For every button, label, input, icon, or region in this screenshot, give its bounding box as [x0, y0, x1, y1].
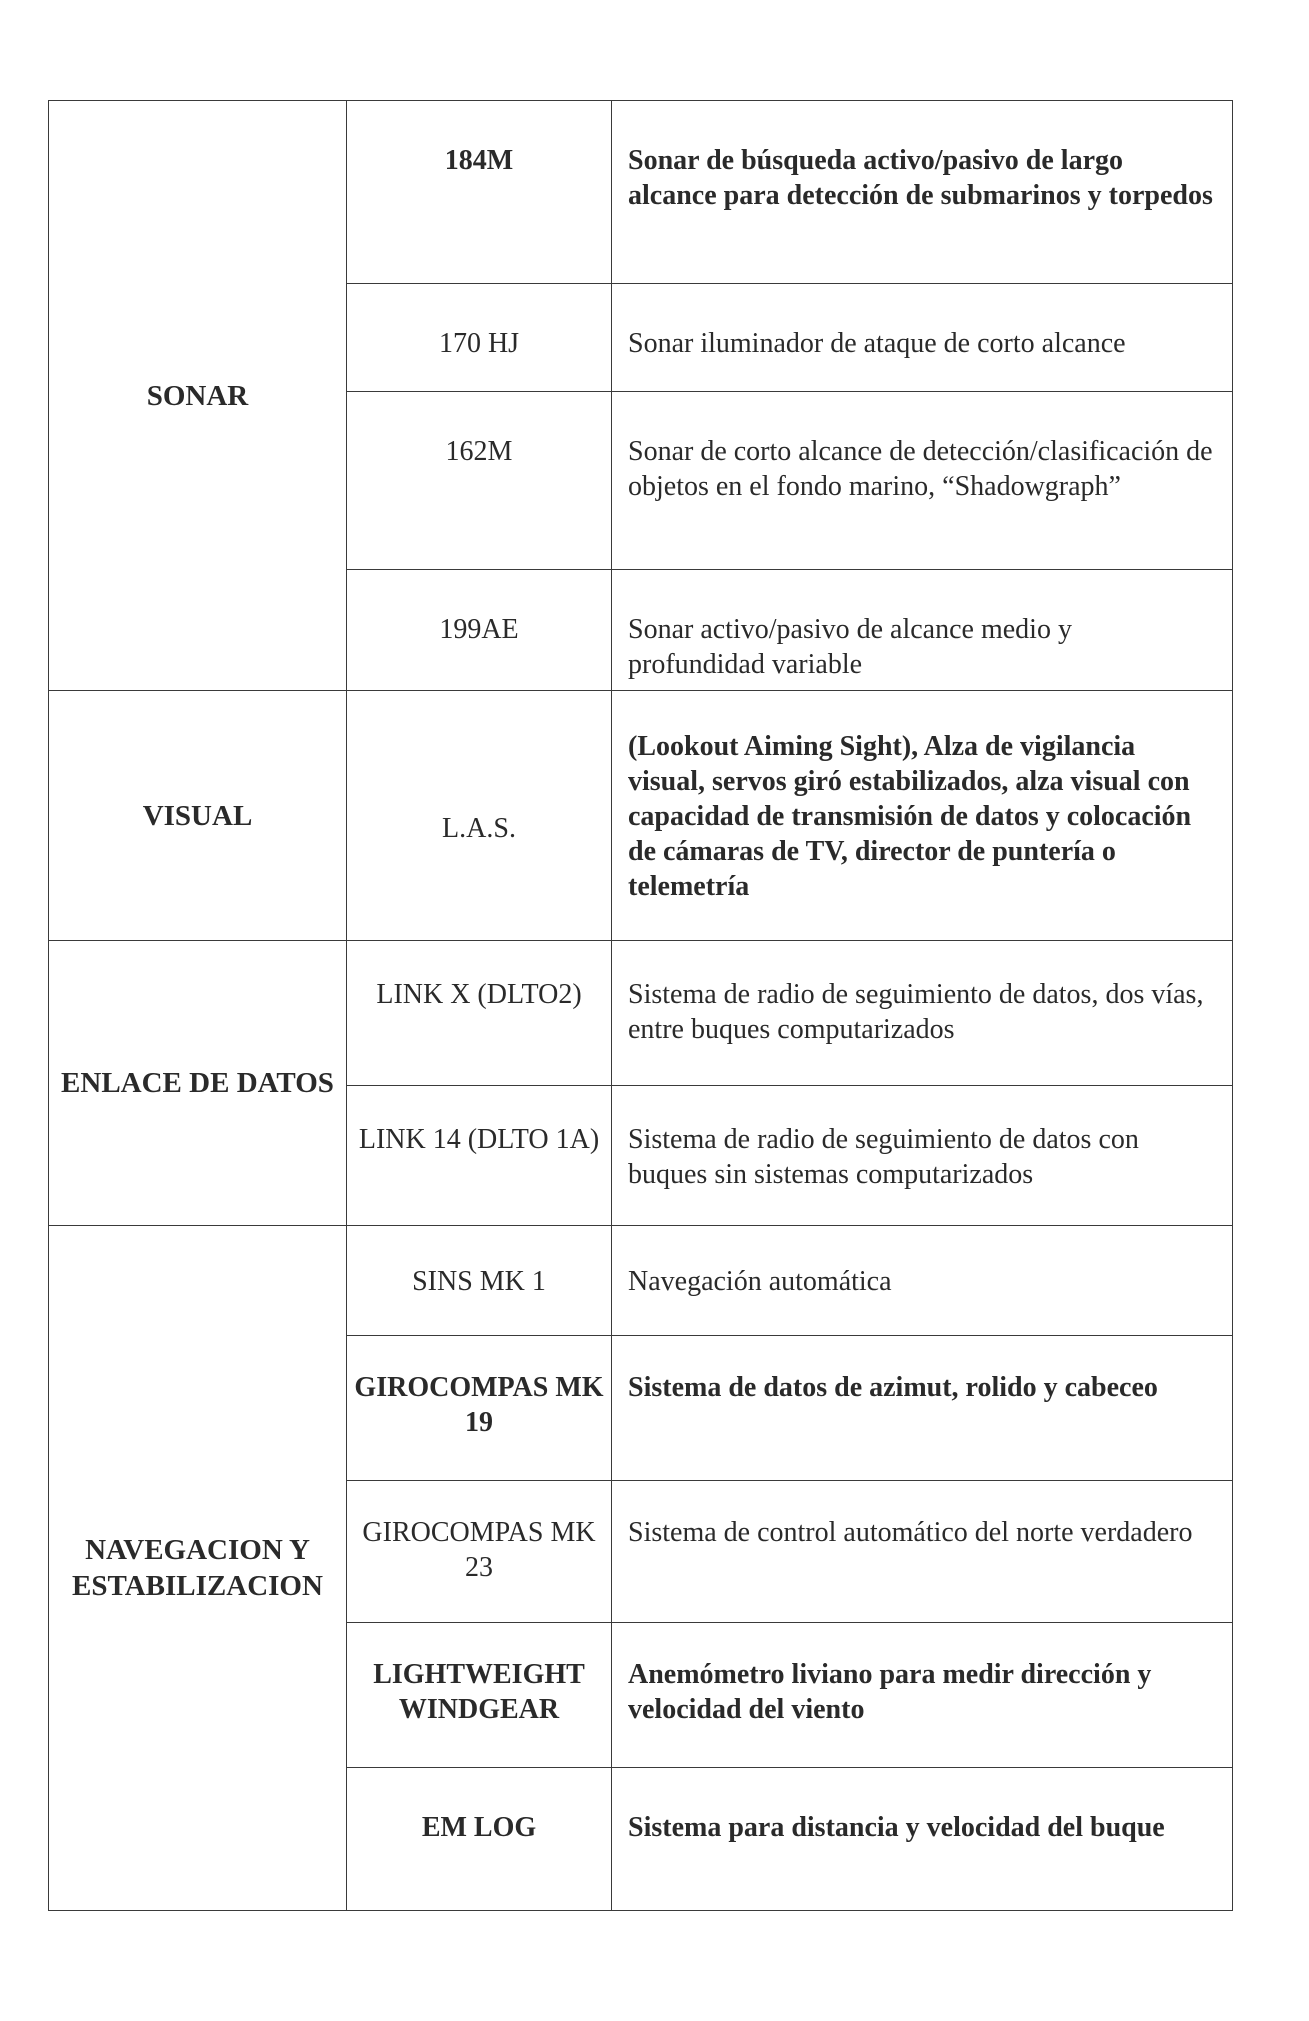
description-cell — [612, 284, 1233, 392]
description-cell — [612, 941, 1233, 1086]
description-text: Sistema para distancia y velocidad del buque — [628, 1812, 1165, 1843]
description-cell — [612, 1623, 1233, 1768]
code-cell — [347, 284, 612, 392]
table-row — [49, 1226, 1233, 1336]
description-text: Sistema de radio de seguimiento de datos con buques sin sistemas computarizados — [628, 1124, 1139, 1190]
description-text: Anemómetro liviano para medir dirección y velocidad del viento — [628, 1659, 1152, 1725]
code-label: 184M — [444, 145, 514, 176]
category-cell-enlace-de-datos — [49, 941, 347, 1226]
description-text: Navegación automática — [628, 1266, 892, 1297]
category-cell-sonar — [49, 101, 347, 691]
code-label: GIROCOMPAS MK 23 — [362, 1517, 596, 1583]
description-text: Sonar iluminador de ataque de corto alcance — [628, 328, 1126, 359]
equipment-table — [48, 100, 1233, 1911]
description-text: (Lookout Aiming Sight), Alza de vigilancia visual, servos giró estabilizados, alza visual con capacidad de transmisión de datos y colocación de cámaras de TV, director de puntería o telemetría — [628, 731, 1192, 902]
table-row — [49, 101, 1233, 284]
code-label: L.A.S. — [442, 813, 516, 844]
description-cell — [612, 101, 1233, 284]
code-cell — [347, 1336, 612, 1481]
category-cell-navegacion — [49, 1226, 347, 1911]
description-text: Sonar de búsqueda activo/pasivo de largo alcance para detección de submarinos y torpedos — [628, 145, 1213, 211]
table-row — [49, 691, 1233, 941]
code-label: 199AE — [439, 614, 519, 645]
code-cell — [347, 570, 612, 691]
category-label: SONAR — [146, 379, 249, 412]
code-label: LIGHTWEIGHT WINDGEAR — [373, 1659, 585, 1725]
code-cell — [347, 1623, 612, 1768]
code-label: 170 HJ — [438, 328, 520, 359]
code-label: LINK 14 (DLTO 1A) — [358, 1124, 600, 1155]
description-cell — [612, 1336, 1233, 1481]
description-text: Sonar de corto alcance de detección/clasificación de objetos en el fondo marino, “Shadowgraph” — [628, 436, 1213, 502]
description-cell — [612, 691, 1233, 941]
description-cell — [612, 1086, 1233, 1226]
description-text: Sonar activo/pasivo de alcance medio y profundidad variable — [628, 614, 1072, 680]
code-cell — [347, 1226, 612, 1336]
code-label: LINK X (DLTO2) — [376, 979, 582, 1010]
description-text: Sistema de radio de seguimiento de datos, dos vías, entre buques computarizados — [628, 979, 1204, 1045]
description-cell — [612, 570, 1233, 691]
code-label: EM LOG — [421, 1812, 537, 1843]
table-row — [49, 941, 1233, 1086]
description-text: Sistema de datos de azimut, rolido y cabeceo — [628, 1372, 1158, 1403]
code-cell — [347, 101, 612, 284]
description-cell — [612, 392, 1233, 570]
description-cell — [612, 1481, 1233, 1623]
category-cell-visual — [49, 691, 347, 941]
code-label: 162M — [445, 436, 513, 467]
category-label: ENLACE DE DATOS — [61, 1067, 334, 1099]
code-cell — [347, 1086, 612, 1226]
description-cell — [612, 1226, 1233, 1336]
category-label: VISUAL — [142, 799, 253, 832]
code-label: SINS MK 1 — [412, 1266, 546, 1297]
code-cell — [347, 392, 612, 570]
description-text: Sistema de control automático del norte verdadero — [628, 1517, 1193, 1548]
code-cell — [347, 1481, 612, 1623]
code-cell — [347, 1768, 612, 1911]
code-cell — [347, 691, 612, 941]
code-cell — [347, 941, 612, 1086]
category-label: NAVEGACION Y ESTABILIZACION — [72, 1534, 323, 1602]
description-cell — [612, 1768, 1233, 1911]
code-label: GIROCOMPAS MK 19 — [354, 1372, 604, 1438]
